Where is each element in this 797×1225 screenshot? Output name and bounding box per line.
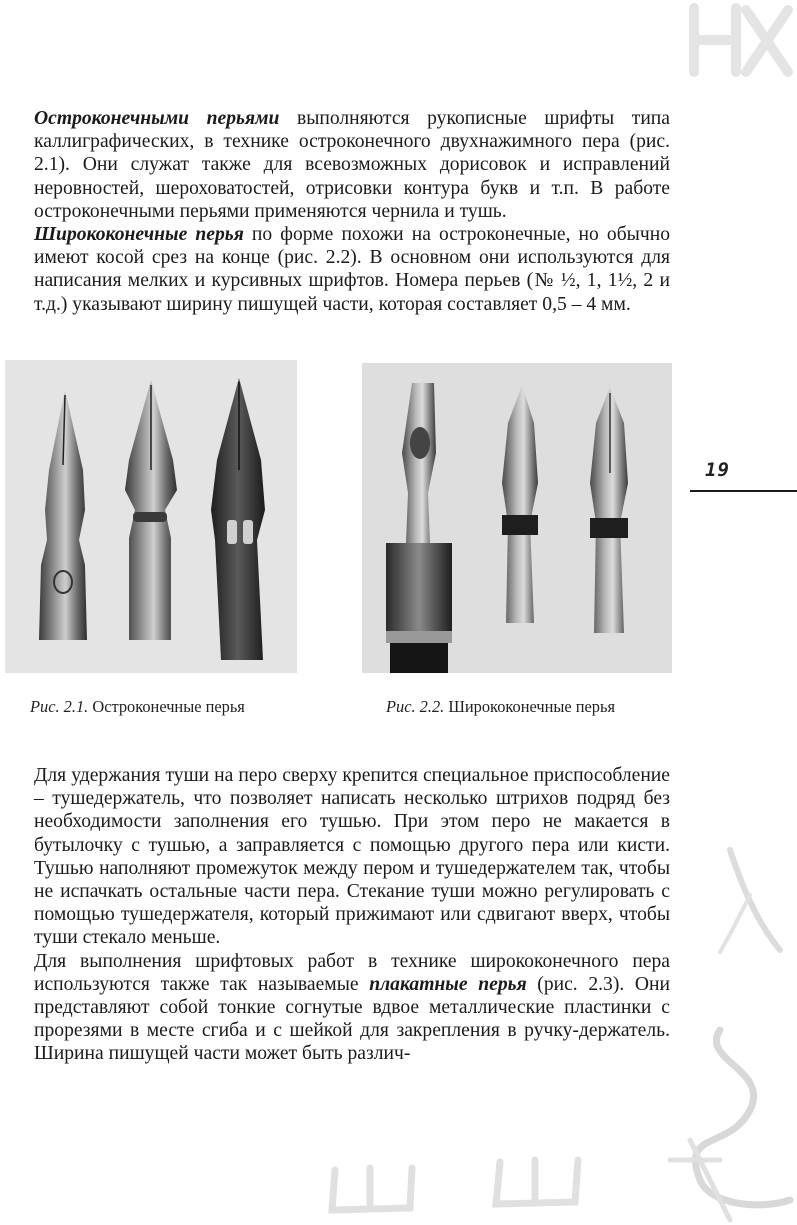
paragraph-ink-holder: Для удержания туши на перо сверху крепится специальное приспособление – тушедержатель, что позволяет написать несколько штрихов подряд без необходимости заполнения его тушью. При этом перо не макается в бутылочку с тушью, а заправляется с помощью другого пера или кисти. Тушью наполняют промежуток между пером и тушедержателем так, чтобы не испачкать остальные части пера. Стекание туши можно регулировать с помощью тушедержателя, который прижимают или сдвигают вверх, чтобы туши стекало меньше. bbox=[34, 765, 670, 949]
paragraph-text: выполняются рукописные шрифты типа каллиграфических, в технике остроконечного двухнажимного пера (рис. 2.1). Они служат также для всевозможных дорисовок и исправлений неровностей, шероховатостей, отрисовки контура букв и т.п. В работе остроконечными перьями применяются чернила и тушь. bbox=[34, 108, 670, 222]
caption-text: Остроконечные перья bbox=[88, 697, 245, 716]
calligraphy-lambda-icon bbox=[700, 840, 797, 960]
broad-nibs-photo-icon bbox=[362, 363, 672, 673]
intro-text-block bbox=[34, 107, 670, 316]
body-text-block bbox=[34, 764, 670, 1066]
paragraph-broad-nibs bbox=[34, 223, 670, 316]
figure-2-1-photo bbox=[5, 360, 297, 673]
calligraphy-watermark-top-icon bbox=[676, 0, 797, 80]
figure-2-2-photo bbox=[362, 363, 672, 673]
pointed-nibs-photo-icon bbox=[5, 360, 297, 673]
calligraphy-sha-letters-icon bbox=[320, 1140, 620, 1225]
page-number-rule bbox=[690, 490, 797, 492]
page-number: 19 bbox=[705, 459, 730, 481]
caption-text: Ширококонечные перья bbox=[444, 697, 616, 716]
paragraph-text: Для выполнения шрифтовых работ в технике ширококонечного пера используются также так называемые bbox=[34, 950, 670, 995]
figure-2-1-caption bbox=[30, 697, 245, 717]
caption-number: Рис. 2.2. bbox=[386, 697, 445, 716]
paragraph-text: по форме похожи на остроконечные, но обычно имеют косой срез на конце (рис. 2.2). В основном они используются для написания мелких и курсивных шрифтов. Номера перьев (№ ½, 1, 1½, 2 и т.д.) указывают ширину пишущей части, которая составляет 0,5 – 4 мм. bbox=[34, 224, 670, 315]
paragraph-poster-nibs bbox=[34, 950, 670, 1066]
term-pointed-nibs: Остроконечными перьями bbox=[34, 108, 280, 129]
figure-2-2-caption bbox=[386, 697, 615, 717]
caption-number: Рис. 2.1. bbox=[30, 697, 89, 716]
term-broad-nibs: Ширококонечные перья bbox=[34, 224, 244, 246]
term-poster-nibs: плакатные перья bbox=[369, 973, 527, 995]
paragraph-text: (рис. 2.3). Они представляют собой тонкие согнутые вдвое металлические пластинки с прорезями в месте сгиба и с шейкой для закрепления в ручку-держатель. Ширина пишущей части может быть различ- bbox=[34, 973, 670, 1065]
paragraph-pointed-nibs bbox=[34, 107, 670, 223]
